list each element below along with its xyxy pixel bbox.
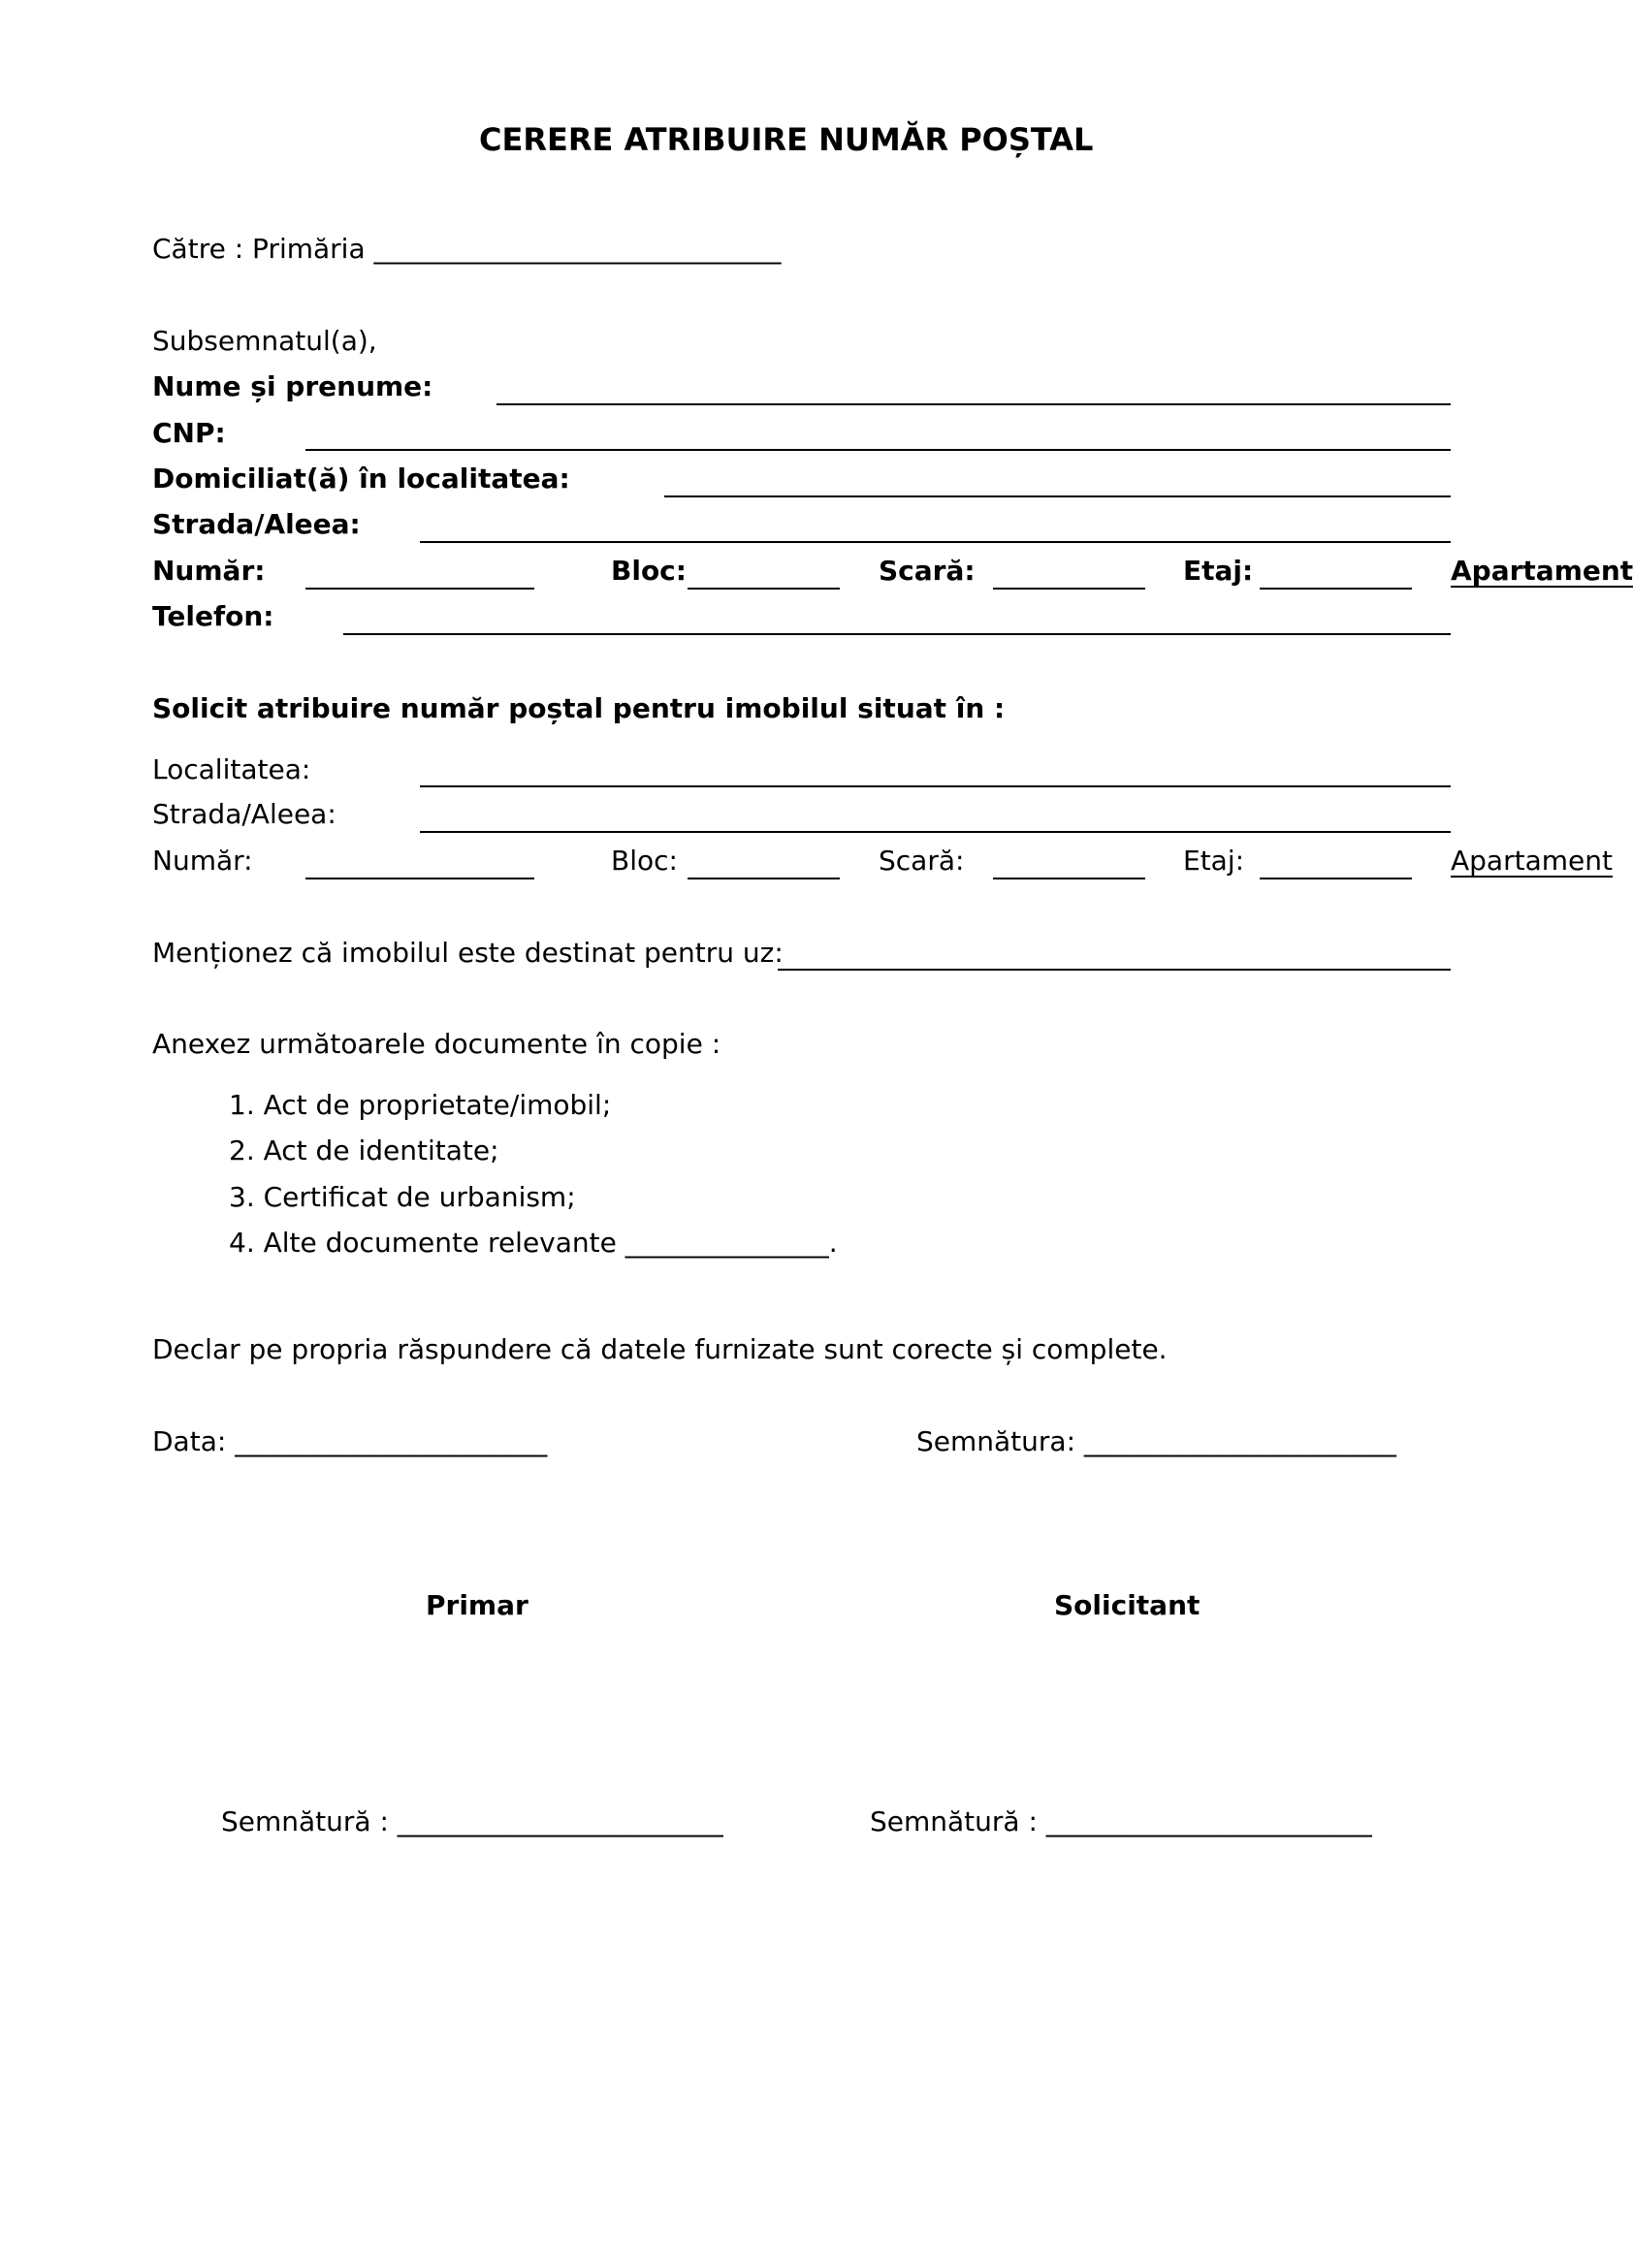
cnp-field[interactable]	[305, 449, 1451, 451]
solicitant-heading: Solicitant	[1054, 1589, 1201, 1621]
property-scara-label: Scară:	[879, 845, 965, 877]
property-apartament-label	[1451, 845, 1613, 878]
solicitant-signature-field[interactable]: Semnătură : ________________________	[870, 1805, 1372, 1837]
telefon-label: Telefon:	[152, 600, 274, 632]
declaration-text: Declar pe propria răspundere că datele furnizate sunt corecte și complete.	[152, 1333, 1168, 1365]
property-etaj-label: Etaj:	[1183, 845, 1245, 877]
property-numar-label: Număr:	[152, 845, 253, 877]
apartament-label	[1451, 555, 1633, 588]
numar-field[interactable]	[305, 588, 534, 590]
property-strada-label: Strada/Aleea:	[152, 798, 336, 830]
property-strada-field[interactable]	[420, 831, 1451, 833]
strada-field[interactable]	[420, 541, 1451, 543]
date-field[interactable]: Data: _______________________	[152, 1425, 548, 1457]
list-item: 1. Act de proprietate/imobil;	[229, 1089, 612, 1121]
scara-label: Scară:	[879, 555, 976, 587]
primar-heading: Primar	[426, 1589, 528, 1621]
list-item: 4. Alte documente relevante _______________.	[229, 1227, 838, 1259]
property-bloc-label: Bloc:	[611, 845, 678, 877]
etaj-field[interactable]	[1260, 588, 1412, 590]
nume-label: Nume și prenume:	[152, 370, 433, 402]
bloc-label: Bloc:	[611, 555, 687, 587]
property-bloc-field[interactable]	[688, 878, 840, 879]
property-etaj-field[interactable]	[1260, 878, 1412, 879]
mentionez-label: Menționez că imobilul este destinat pentru uz:	[152, 937, 784, 969]
localitatea-label: Localitatea:	[152, 753, 311, 785]
cnp-label: CNP:	[152, 417, 226, 449]
strada-label: Strada/Aleea:	[152, 508, 361, 540]
bloc-field[interactable]	[688, 588, 840, 590]
nume-field[interactable]	[496, 403, 1451, 405]
uz-field[interactable]	[778, 969, 1451, 971]
page-title: CERERE ATRIBUIRE NUMĂR POȘTAL	[479, 121, 1094, 158]
apartament-label-text: Apartament	[1451, 555, 1633, 587]
anexez-label: Anexez următoarele documente în copie :	[152, 1028, 721, 1060]
scara-field[interactable]	[993, 588, 1145, 590]
primar-signature-field[interactable]: Semnătură : ________________________	[221, 1805, 723, 1837]
list-item: 2. Act de identitate;	[229, 1134, 499, 1166]
subsemnatul-label: Subsemnatul(a),	[152, 325, 377, 357]
property-scara-field[interactable]	[993, 878, 1145, 879]
numar-label: Număr:	[152, 555, 266, 587]
domiciliat-field[interactable]	[664, 495, 1451, 497]
domiciliat-label: Domiciliat(ă) în localitatea:	[152, 463, 570, 495]
localitatea-field[interactable]	[420, 785, 1451, 787]
telefon-field[interactable]	[343, 633, 1451, 635]
property-numar-field[interactable]	[305, 878, 534, 879]
solicit-heading: Solicit atribuire număr poștal pentru imobilul situat în :	[152, 692, 1006, 724]
list-item: 3. Certificat de urbanism;	[229, 1181, 576, 1213]
signature-field[interactable]: Semnătura: _______________________	[916, 1425, 1396, 1457]
addressee-line: Către : Primăria ______________________________	[152, 233, 782, 265]
property-apartament-label-text: Apartament	[1451, 845, 1613, 877]
etaj-label: Etaj:	[1183, 555, 1254, 587]
